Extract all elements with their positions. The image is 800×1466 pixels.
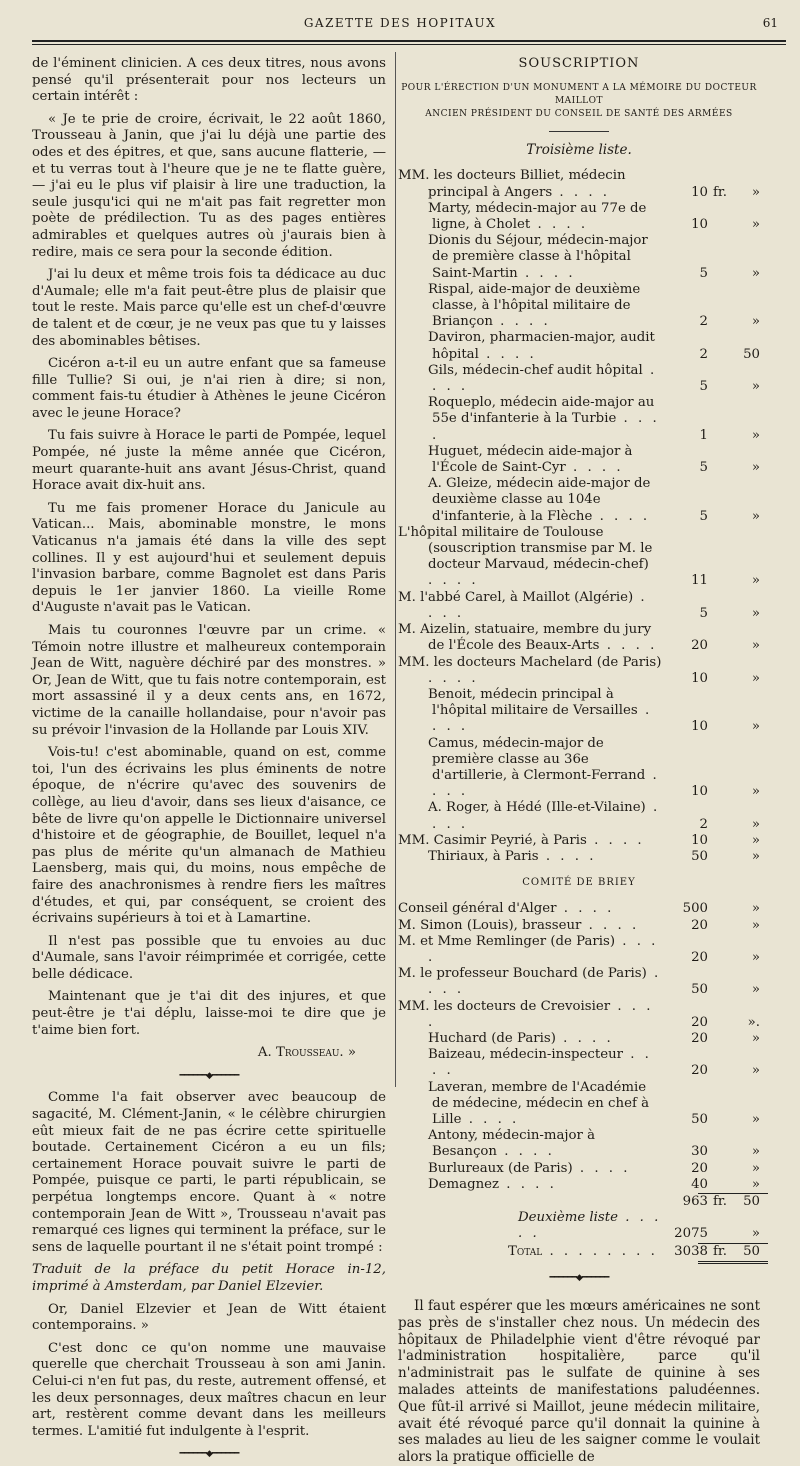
- article-paragraph: Tu me fais promener Horace du Janicule au Vatican... Mais, abominable monstre, le mons Vaticanus n'a jamais été dans la ville des sept collines. Il y est aujourd'hui et seulement depuis l'invasion barbare, comme Bagnolet est dans Paris depuis le 1er janvier 1860. La vieille Rome d'Auguste n'avait pas le Vatican.: [32, 500, 386, 616]
- list-title: Troisième liste.: [526, 142, 632, 159]
- subscriber-name: Rispal, aide-major de deuxième classe, à l'hôpital militaire de Briançon . . . .: [428, 281, 641, 330]
- citation: Traduit de la préface du petit Horace in-12, imprimé à Amsterdam, par Daniel Elzevier.: [32, 1262, 386, 1294]
- amount: 10: [691, 184, 708, 200]
- subscription-row: [398, 833, 760, 849]
- subscription-row: [398, 849, 760, 865]
- subscriber-name: Huguet, médecin aide-major à l'École de Saint-Cyr . . . .: [428, 443, 633, 476]
- page-header: [20, 10, 780, 36]
- subscription-row: [398, 655, 760, 687]
- subscriber-name: M. et Mme Remlinger (de Paris) . . . .: [398, 933, 659, 965]
- cents: »: [751, 832, 760, 848]
- subtitle-line-2: ANCIEN PRÉSIDENT DU CONSEIL DE SANTÉ DES ARMÉES: [425, 109, 733, 120]
- article-paragraph: J'ai lu deux et même trois fois ta dédicace au duc d'Aumale; elle m'a fait peut-être plus de plaisir que tout le reste. Mais parce qu'elle est un chef-d'œuvre de talent et de cœur, je ne veux pas que tu y laisses des abominables bêtises.: [32, 267, 386, 349]
- amount: 20: [691, 638, 708, 654]
- subscriber-label: Dionis du Séjour, médecin-major de première classe à l'hôpital Saint-Martin: [428, 233, 648, 281]
- subscriber-name: L'hôpital militaire de Toulouse (souscription transmise par M. le docteur Marvaud, médecin-chef) . . . .: [398, 524, 653, 589]
- subscriber-label: L'hôpital militaire de Toulouse (souscription transmise par M. le docteur Marvaud, médecin-chef): [398, 524, 653, 573]
- ornament-divider: ━━━━━━◆━━━━━━: [179, 1070, 239, 1081]
- subscriber-label: M. Aizelin, statuaire, membre du jury de l'École des Beaux-Arts: [398, 622, 652, 654]
- short-rule: [549, 131, 609, 132]
- article-paragraph: Il faut espérer que les mœurs américaines ne sont pas près de s'installer chez nous. Un médecin des hôpitaux de Philadelphie vient d'être révoqué par l'administration hospitalière, parce qu'il n'administrait pas le sulfate de quinine à ses malades atteints de manifestations paludéennes. Que fût-il arrivé si Maillot, jeune médecin militaire, avait été révoqué parce qu'il donnait la quinine à ses malades au lieu de les saigner comme le voulait alors la pratique officielle de: [398, 1298, 760, 1466]
- subscriber-label: Benoit, médecin principal à l'hôpital militaire de Versailles: [428, 686, 638, 719]
- subscriber-label: Roqueplo, médecin aide-major au 55e d'infanterie à la Turbie: [428, 395, 655, 427]
- cents: »: [751, 949, 760, 965]
- subscriber-name: Gils, médecin-chef audit hôpital . . . .: [428, 362, 658, 395]
- subscriber-name: Conseil général d'Alger . . . .: [398, 901, 615, 917]
- subscription-row: [398, 901, 760, 917]
- amount: 30: [691, 1144, 708, 1160]
- article-paragraph: « Je te prie de croire, écrivait, le 22 août 1860, Trousseau à Janin, que j'ai lu déjà une partie des odes et des épitres, et que, sans aucune flatterie, — et tu verras tout à l'heure que je ne te flatte guère, — j'ai eu le plus vif plaisir à lire une traduction, la seule jusqu'ici qui ne m'ait pas fait regretter mon poète de prédilection. Tu as des pages entières admirables et quelques autres où j'aurais bien à redire, mais ce sera pour la seconde édition.: [32, 111, 386, 260]
- subscriber-label: Thiriaux, à Paris: [428, 848, 539, 864]
- subscription-row: [398, 476, 760, 525]
- comite-list: [398, 901, 760, 1193]
- article-paragraph: Tu fais suivre à Horace le parti de Pompée, lequel Pompée, né juste la même année que Cicéron, meurt quarante-huit ans avant Jésus-Christ, quand Horace avait dix-huit ans.: [32, 428, 386, 494]
- subscription-row: [398, 918, 760, 934]
- subscriber-label: Burlureaux (de Paris): [428, 1160, 573, 1176]
- subscriber-label: Baizeau, médecin-inspecteur: [428, 1047, 623, 1063]
- cents: »: [751, 901, 760, 917]
- subscriber-label: Huchard (de Paris): [428, 1030, 556, 1046]
- subscription-row: [398, 330, 760, 362]
- amount: 2: [699, 346, 708, 362]
- cents: »: [751, 1111, 760, 1127]
- subscriber-label: M. Simon (Louis), brasseur: [398, 917, 582, 933]
- subscription-row: [398, 168, 760, 200]
- comite-title: COMITÉ DE BRIEY: [522, 877, 636, 889]
- journal-title: GAZETTE DES HOPITAUX: [303, 16, 497, 30]
- amount: 5: [699, 379, 708, 395]
- subscriber-name: Benoit, médecin principal à l'hôpital militaire de Versailles . . . .: [428, 686, 653, 735]
- ornament-divider: ━━━━━━◆━━━━━━: [549, 1272, 609, 1283]
- cents: »: [751, 1030, 760, 1046]
- article-paragraph: Comme l'a fait observer avec beaucoup de sagacité, M. Clément-Janin, « le célèbre chirurgien eût mieux fait de ne pas écrire cette spirituelle boutade. Certainement Cicéron a eu un fils; certainement Horace pouvait suivre le parti de Pompée, puisque ce parti, le parti républicain, se perpétua longtemps encore. Quant à « notre contemporain Jean de Witt », Trousseau n'avait pas remarqué ces lignes qui terminent la préface, sur le sens de laquelle pourtant il ne s'était point trompé :: [32, 1090, 386, 1255]
- subscriber-label: Demagnez: [428, 1176, 500, 1192]
- cents: »: [751, 848, 760, 864]
- subscriber-label: A. Gleize, médecin aide-major de deuxième classe au 104e d'infanterie, à la Flèche: [428, 476, 651, 524]
- cents: »: [751, 638, 760, 654]
- subscriber-name: Roqueplo, médecin aide-major au 55e d'infanterie à la Turbie . . . .: [428, 395, 660, 443]
- amount: 10: [691, 832, 708, 848]
- amount: 5: [699, 605, 708, 621]
- article-paragraph: Maintenant que je t'ai dit des injures, et que peut-être je t'ai déplu, laisse-moi te dire que je t'aime bien fort.: [32, 989, 386, 1038]
- subscriber-label: Rispal, aide-major de deuxième classe, à l'hôpital militaire de Briançon: [428, 281, 641, 330]
- subscriber-label: MM. les docteurs Machelard (de Paris): [398, 654, 662, 670]
- amount: 20: [691, 1063, 708, 1079]
- cents: »: [751, 1160, 760, 1176]
- subscription-row: [398, 966, 760, 998]
- total-amount: 3038: [674, 1243, 708, 1259]
- subscriber-name: M. l'abbé Carel, à Maillot (Algérie) . . . .: [398, 589, 648, 621]
- subscriber-name: Antony, médecin-major à Besançon . . . .: [428, 1128, 596, 1160]
- cents: »: [751, 460, 760, 476]
- subscription-row: [398, 363, 760, 395]
- amount: 5: [699, 265, 708, 281]
- subscription-row: [398, 1047, 760, 1079]
- subscriber-name: A. Gleize, médecin aide-major de deuxième classe au 104e d'infanterie, à la Flèche . . . .: [428, 476, 651, 524]
- subscription-row: [398, 282, 760, 331]
- subscriber-label: Huguet, médecin aide-major à l'École de Saint-Cyr: [428, 443, 633, 476]
- cents: »: [751, 605, 760, 621]
- subscriber-label: A. Roger, à Hédé (Ille-et-Vilaine): [428, 800, 646, 816]
- amount: 11: [691, 573, 708, 589]
- subscriber-label: Daviron, pharmacien-major, audit hôpital: [428, 330, 655, 362]
- amount: 20: [691, 1014, 708, 1030]
- cents: »: [751, 719, 760, 735]
- subscription-row: [398, 590, 760, 622]
- subscriber-name: Camus, médecin-major de première classe au 36e d'artillerie, à Clermont-Ferrand . . . .: [428, 735, 660, 800]
- cents: »: [751, 784, 760, 800]
- cents: »: [751, 217, 760, 233]
- subscriber-name: Huchard (de Paris) . . . .: [428, 1030, 614, 1046]
- cents: »: [751, 1144, 760, 1160]
- subscription-subtitle: [398, 82, 760, 121]
- subscription-row: [398, 736, 760, 801]
- subtotal-amount: 963: [682, 1194, 708, 1209]
- subtotal-row: [398, 1194, 760, 1210]
- subscription-row: [398, 622, 760, 654]
- currency: fr.: [712, 184, 728, 200]
- subscription-row: [398, 444, 760, 476]
- amount: 2: [699, 314, 708, 330]
- subscriber-label: Gils, médecin-chef audit hôpital: [428, 362, 643, 378]
- amount: 50: [691, 848, 708, 864]
- cents: »: [751, 982, 760, 998]
- subscriber-label: Laveran, membre de l'Académie de médecine, médecin en chef à Lille: [428, 1079, 650, 1127]
- total-currency: fr.: [712, 1243, 728, 1259]
- amount: 1: [699, 427, 708, 443]
- subscription-row: [398, 1031, 760, 1047]
- subscriber-name: A. Roger, à Hédé (Ille-et-Vilaine) . . . .: [428, 800, 661, 832]
- article-paragraph: Mais tu couronnes l'œuvre par un crime. « Témoin notre illustre et malheureux contemporain Jean de Witt, naguère déchiré par des monstres. » Or, Jean de Witt, que tu fais notre contemporain, est mort assassiné il y a deux cents ans, en 1672, victime de la canaille hollandaise, pour n'avoir pas su prévoir l'invasion de la Hollande par Louis XIV.: [32, 623, 386, 738]
- cents: 50: [743, 346, 760, 362]
- subscription-row: [398, 1128, 760, 1160]
- subscriber-name: Demagnez . . . .: [428, 1176, 557, 1192]
- subscriber-name: MM. les docteurs de Crevoisier . . . .: [398, 998, 654, 1030]
- subscription-row: [398, 800, 760, 832]
- subtotal-cents: 50: [743, 1194, 760, 1209]
- subscription-list: [398, 168, 760, 865]
- cents: »: [751, 1176, 760, 1192]
- subscriber-name: Marty, médecin-major au 77e de ligne, à Cholet . . . .: [428, 200, 647, 233]
- amount: 20: [691, 949, 708, 965]
- subscriber-label: MM. les docteurs Billiet, médecin principal à Angers: [398, 168, 626, 200]
- amount: 20: [691, 917, 708, 933]
- subscriber-label: Antony, médecin-major à Besançon: [428, 1128, 596, 1160]
- cents: »: [751, 184, 760, 200]
- subscription-row: [398, 395, 760, 444]
- subscription-title: SOUSCRIPTION: [518, 56, 640, 71]
- amount: 40: [691, 1176, 708, 1192]
- subscriber-label: MM. les docteurs de Crevoisier: [398, 998, 611, 1014]
- subscriber-name: MM. les docteurs Machelard (de Paris) . . . .: [398, 654, 662, 686]
- article-paragraph: de l'éminent clinicien. A ces deux titres, nous avons pensé qu'il présenterait pour nos lecteurs un certain intérêt :: [32, 56, 386, 105]
- subscription-row: [398, 1080, 760, 1129]
- subscriber-name: MM. les docteurs Billiet, médecin principal à Angers . . . .: [398, 168, 626, 200]
- header-rule-thin: [32, 44, 786, 45]
- amount: 5: [699, 460, 708, 476]
- amount: 10: [691, 670, 708, 686]
- right-column: [398, 56, 760, 1466]
- amount: 500: [682, 901, 708, 917]
- subscriber-label: M. le professeur Bouchard (de Paris): [398, 966, 647, 982]
- total-row: Total . . . . . . . . 3038 fr. 50: [508, 1243, 760, 1259]
- amount: 20: [691, 1030, 708, 1046]
- deuxieme-label: Deuxième liste: [518, 1210, 618, 1226]
- article-paragraph: Vois-tu! c'est abominable, quand on est, comme toi, l'un des écrivains les plus éminents de notre époque, de n'écrire qu'avec des souvenirs de collège, au lieu d'avoir, dans ses lieux d'aisance, ce bête de livre qu'on appelle le Dictionnaire universel d'histoire et de géographie, de Bouillet, lequel n'a pas plus de mérite qu'un almanach de Mathieu Laensberg, mais qui, du moins, nous empêche de faire des anachronismes à rendre fiers les maîtres d'études, et qui, par conséquent, se croient des écrivains supérieurs à toi et à Lamartine.: [32, 745, 386, 927]
- letter-signature: A. Trousseau. »: [257, 1045, 356, 1061]
- subscriber-label: M. l'abbé Carel, à Maillot (Algérie): [398, 589, 634, 605]
- subscriber-name: Daviron, pharmacien-major, audit hôpital . . . .: [428, 330, 655, 362]
- article-paragraph: Il n'est pas possible que tu envoies au duc d'Aumale, sans l'avoir réimprimée et corrigée, cette belle dédicace.: [32, 933, 386, 982]
- subscriber-name: Thiriaux, à Paris . . . .: [428, 848, 597, 864]
- cents: »: [751, 265, 760, 281]
- cents: ».: [747, 1014, 760, 1030]
- subscriber-label: Marty, médecin-major au 77e de ligne, à Cholet: [428, 200, 647, 233]
- subscriber-name: Baizeau, médecin-inspecteur . . . .: [428, 1047, 652, 1079]
- amount: 20: [691, 1160, 708, 1176]
- subscriber-name: M. Simon (Louis), brasseur . . . .: [398, 917, 640, 933]
- header-rule: [32, 40, 786, 42]
- cents: »: [751, 573, 760, 589]
- deuxieme-amount: 2075: [674, 1226, 708, 1242]
- subscriber-name: M. le professeur Bouchard (de Paris) . . . .: [398, 966, 662, 998]
- subscriber-name: Laveran, membre de l'Académie de médecine, médecin en chef à Lille . . . .: [428, 1079, 650, 1127]
- subscriber-name: MM. Casimir Peyrié, à Paris . . . .: [398, 832, 645, 848]
- cents: »: [751, 379, 760, 395]
- subscription-row: [398, 687, 760, 736]
- deuxieme-cents: »: [751, 1226, 760, 1242]
- subscription-row: [398, 999, 760, 1031]
- article-paragraph: Cicéron a-t-il eu un autre enfant que sa fameuse fille Tullie? Si oui, je n'ai rien à dire; si non, comment fais-tu étudier à Athènes le jeune Cicéron avec le jeune Horace?: [32, 356, 386, 421]
- amount: 10: [691, 217, 708, 233]
- subscription-row: [398, 934, 760, 966]
- subscriber-label: Conseil général d'Alger: [398, 901, 557, 917]
- amount: 50: [691, 1111, 708, 1127]
- amount: 5: [699, 508, 708, 524]
- subscriber-label: M. et Mme Remlinger (de Paris): [398, 933, 616, 949]
- cents: »: [751, 917, 760, 933]
- cents: »: [751, 816, 760, 832]
- left-column: [32, 56, 386, 1460]
- column-divider: [395, 52, 396, 1087]
- total-label: Total: [508, 1243, 543, 1259]
- amount: 50: [691, 982, 708, 998]
- subscriber-label: MM. Casimir Peyrié, à Paris: [398, 832, 587, 848]
- subscription-row: [398, 525, 760, 590]
- subscriber-name: M. Aizelin, statuaire, membre du jury de l'École des Beaux-Arts . . . .: [398, 622, 658, 654]
- subscription-row: [398, 1177, 760, 1193]
- subscriber-name: Dionis du Séjour, médecin-major de première classe à l'hôpital Saint-Martin . . . .: [428, 233, 648, 281]
- total-cents: 50: [743, 1243, 760, 1259]
- subtitle-line-1: POUR L'ÉRECTION D'UN MONUMENT A LA MÉMOIRE DU DOCTEUR MAILLOT: [401, 83, 757, 107]
- cents: »: [751, 508, 760, 524]
- amount: 10: [691, 784, 708, 800]
- subscriber-label: Camus, médecin-major de première classe au 36e d'artillerie, à Clermont-Ferrand: [428, 735, 646, 783]
- subtotal-currency: fr.: [712, 1194, 728, 1209]
- subscriber-name: Burlureaux (de Paris) . . . .: [428, 1160, 631, 1176]
- subscription-row: [398, 201, 760, 233]
- article-paragraph: C'est donc ce qu'on nomme une mauvaise querelle que cherchait Trousseau à son ami Janin. Celui-ci n'en fut pas, du reste, autrement offensé, et les deux personnages, deux maîtres chacun en leur art, restèrent comme devant dans les meilleurs termes. L'amitié fut indulgente à l'esprit.: [32, 1340, 386, 1439]
- article-paragraph: Or, Daniel Elzevier et Jean de Witt étaient contemporains. »: [32, 1301, 386, 1334]
- subscription-row: [398, 1161, 760, 1177]
- cents: »: [751, 670, 760, 686]
- deuxieme-row: Deuxième liste . . . . . 2075 »: [518, 1210, 760, 1242]
- cents: »: [751, 314, 760, 330]
- ornament-divider: ━━━━━━◆━━━━━━: [179, 1449, 239, 1460]
- page-number: 61: [762, 16, 778, 30]
- cents: »: [751, 1063, 760, 1079]
- total-double-rule: [698, 1261, 768, 1264]
- cents: »: [751, 427, 760, 443]
- amount: 2: [699, 816, 708, 832]
- amount: 10: [691, 719, 708, 735]
- subscription-row: [398, 233, 760, 282]
